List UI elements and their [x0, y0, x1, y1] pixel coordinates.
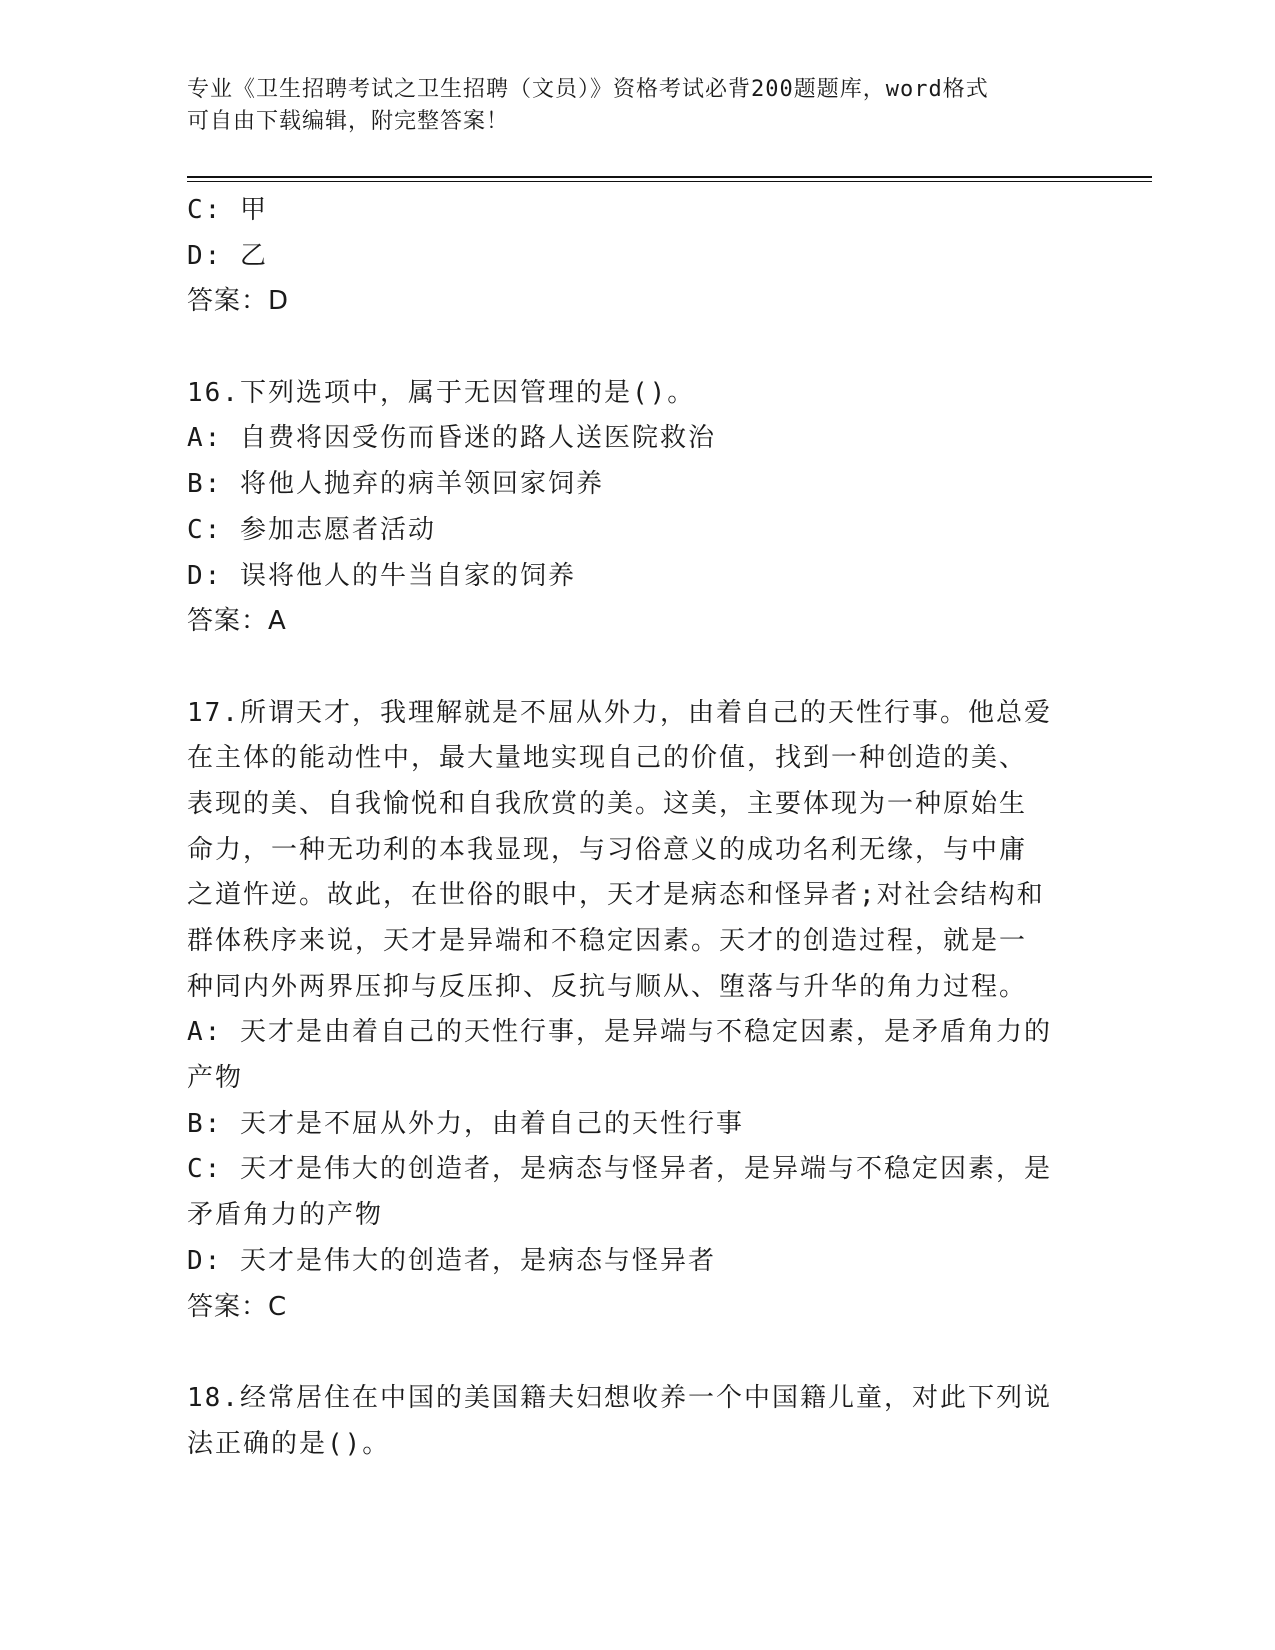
- question-text: 16.下列选项中，属于无因管理的是()。: [187, 377, 696, 408]
- option-a: A: 天才是由着自己的天性行事，是异端与不稳定因素，是矛盾角力的: [187, 1017, 1052, 1048]
- question-16: [187, 371, 1087, 645]
- spacer: [187, 325, 1087, 371]
- question-text-line: 之道忤逆。故此，在世俗的眼中，天才是病态和怪异者;对社会结构和: [187, 880, 1045, 911]
- question-text-line: 18.经常居住在中国的美国籍夫妇想收养一个中国籍儿童，对此下列说: [187, 1382, 1052, 1413]
- question-content: [187, 188, 1087, 1467]
- answer-line: 答案：A: [187, 606, 287, 637]
- option-d: D: 天才是伟大的创造者，是病态与怪异者: [187, 1245, 716, 1276]
- option-a-continued: 产物: [187, 1063, 244, 1094]
- header-divider-thick: [187, 176, 1152, 178]
- question-text-line: 种同内外两界压抑与反压抑、反抗与顺从、堕落与升华的角力过程。: [187, 971, 1028, 1002]
- question-15-tail: [187, 188, 1087, 325]
- option-b: B: 天才是不屈从外力，由着自己的天性行事: [187, 1108, 744, 1139]
- answer-line: 答案：D: [187, 286, 290, 317]
- question-text-line: 在主体的能动性中，最大量地实现自己的价值，找到一种创造的美、: [187, 743, 1028, 774]
- header-title-line-1: 专业《卫生招聘考试之卫生招聘（文员）》资格考试必背200题题库，word格式: [187, 77, 989, 102]
- header-title-line-2: 可自由下载编辑，附完整答案！: [187, 109, 510, 134]
- question-text-line: 17.所谓天才，我理解就是不屈从外力，由着自己的天性行事。他总爱: [187, 697, 1052, 728]
- question-text-line: 表现的美、自我愉悦和自我欣赏的美。这美，主要体现为一种原始生: [187, 788, 1028, 819]
- option-c: C: 甲: [187, 195, 268, 225]
- spacer: [187, 645, 1087, 691]
- option-d: D: 误将他人的牛当自家的饲养: [187, 560, 576, 591]
- spacer: [187, 1330, 1087, 1376]
- question-18: [187, 1376, 1087, 1467]
- page-header: [187, 74, 1067, 138]
- option-a: A: 自费将因受伤而昏迷的路人送医院救治: [187, 423, 716, 454]
- header-divider-thin: [187, 181, 1152, 182]
- option-b: B: 将他人抛弃的病羊领回家饲养: [187, 469, 604, 500]
- question-text-line: 群体秩序来说，天才是异端和不稳定因素。天才的创造过程，就是一: [187, 926, 1028, 956]
- answer-line: 答案：C: [187, 1291, 288, 1322]
- question-text-line: 命力，一种无功利的本我显现，与习俗意义的成功名利无缘，与中庸: [187, 834, 1028, 865]
- option-c: C: 天才是伟大的创造者，是病态与怪异者，是异端与不稳定因素，是: [187, 1154, 1052, 1185]
- question-text-line: 法正确的是()。: [187, 1428, 391, 1459]
- question-17: [187, 691, 1087, 1331]
- option-d: D: 乙: [187, 240, 268, 271]
- option-c: C: 参加志愿者活动: [187, 514, 436, 545]
- option-c-continued: 矛盾角力的产物: [187, 1200, 384, 1231]
